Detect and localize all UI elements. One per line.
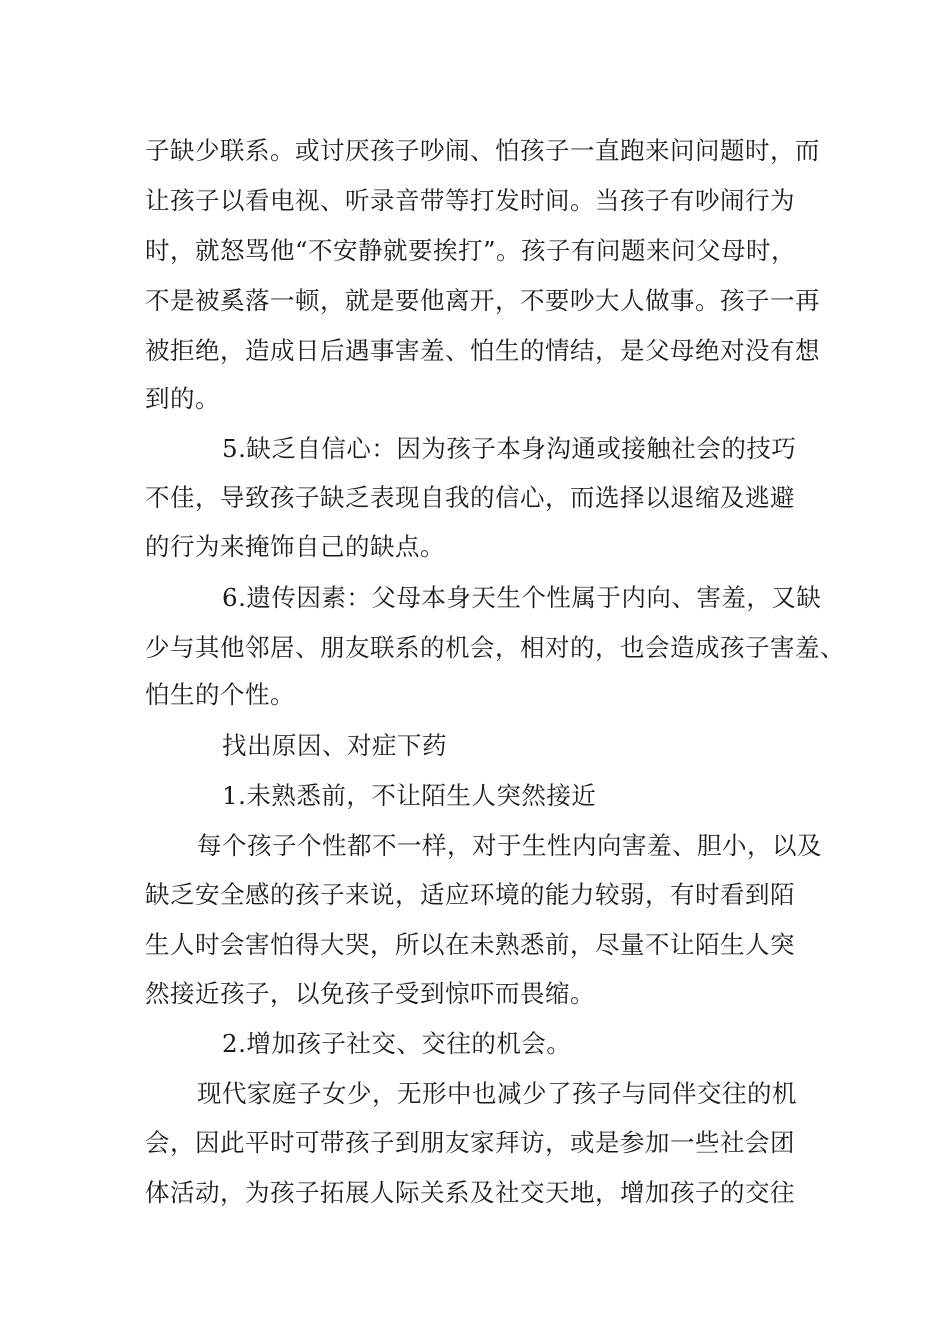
text-line: 少与其他邻居、朋友联系的机会，相对的，也会造成孩子害羞、	[145, 633, 845, 662]
text-line: 的行为来掩饰自己的缺点。	[145, 532, 445, 561]
text-line: 生人时会害怕得大哭，所以在未熟悉前，尽量不让陌生人突	[145, 930, 795, 959]
text-line: 体活动，为孩子拓展人际关系及社交天地，增加孩子的交往	[145, 1178, 795, 1207]
text-line: 缺乏安全感的孩子来说，适应环境的能力较弱，有时看到陌	[145, 880, 795, 909]
subsection-heading: 1.未熟悉前，不让陌生人突然接近	[222, 781, 597, 810]
text-line: 每个孩子个性都不一样，对于生性内向害羞、胆小，以及	[197, 831, 822, 860]
text-line: 现代家庭子女少，无形中也减少了孩子与同伴交往的机	[197, 1079, 797, 1108]
text-line: 怕生的个性。	[145, 680, 295, 709]
text-line: 不是被奚落一顿，就是要他离开，不要吵大人做事。孩子一再	[145, 286, 820, 315]
text-line: 子缺少联系。或讨厌孩子吵闹、怕孩子一直跑来问问题时，而	[145, 136, 820, 165]
subsection-heading: 2.增加孩子社交、交往的机会。	[222, 1029, 572, 1058]
text-line: 时，就怒骂他“不安静就要挨打”。孩子有问题来问父母时，	[145, 236, 797, 265]
text-line: 不佳，导致孩子缺乏表现自我的信心，而选择以退缩及逃避	[145, 483, 795, 512]
text-line: 让孩子以看电视、听录音带等打发时间。当孩子有吵闹行为	[145, 186, 795, 215]
text-line: 会，因此平时可带孩子到朋友家拜访，或是参加一些社会团	[145, 1128, 795, 1157]
paragraph-heading: 5.缺乏自信心：因为孩子本身沟通或接触社会的技巧	[222, 434, 797, 463]
text-line: 被拒绝，造成日后遇事害羞、怕生的情结，是父母绝对没有想	[145, 336, 820, 365]
section-heading: 找出原因、对症下药	[222, 731, 447, 760]
text-line: 然接近孩子，以免孩子受到惊吓而畏缩。	[145, 979, 595, 1008]
paragraph-heading: 6.遗传因素：父母本身天生个性属于内向、害羞，又缺	[222, 583, 822, 612]
text-line: 到的。	[145, 384, 220, 413]
